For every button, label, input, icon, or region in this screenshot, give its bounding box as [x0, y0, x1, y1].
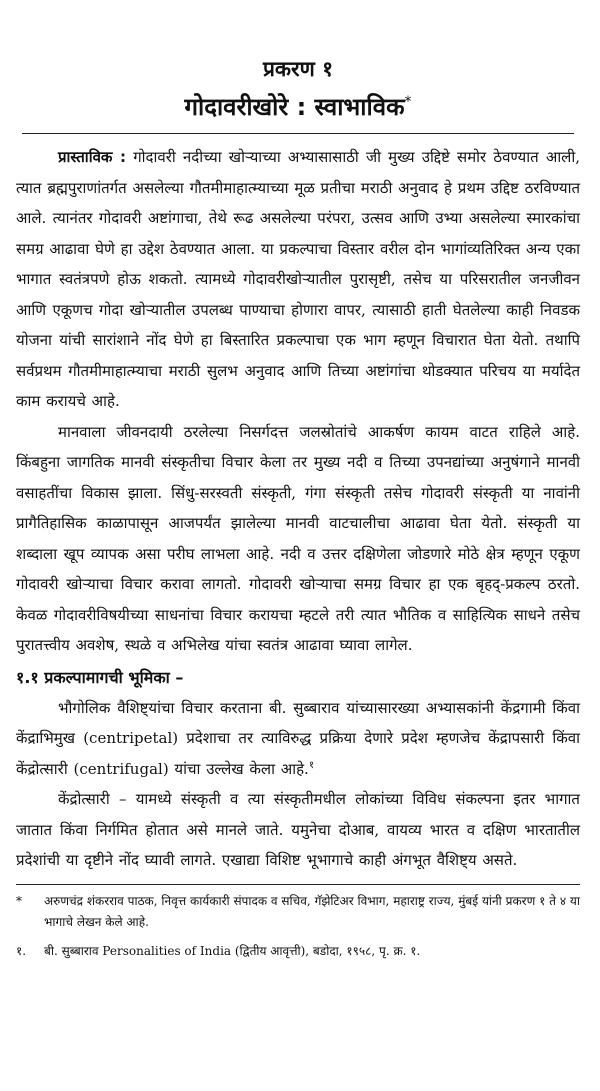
paragraph-2: मानवाला जीवनदायी ठरलेल्या निसर्गदत्त जलस्रोतांचे आकर्षण कायम वाटत राहिले आहे. किंबहुना जागतिक मानवी संस्कृतीचा विचार केला तर मुख्य नदी व तिच्या उपनद्यांच्या अनुषंगाने मानवी वसाहतींचा विकास झाला. सिंधु-सरस्वती संस्कृती, गंगा संस्कृती तसेच गोदावरी संस्कृती या नावांनी प्रागैतिहासिक काळापासून आजपर्यंत झालेल्या मानवी वाटचालीचा आढावा घेता येतो. संस्कृती या शब्दाला खूप व्यापक असा परीघ लाभला आहे. नदी व उत्तर दक्षिणेला जोडणारे मोठे क्षेत्र म्हणून एकूण गोदावरी खोऱ्याचा विचार करावा लागतो. गोदावरी खोऱ्याचा समग्र विचार हा एक बृहद्-प्रकल्प ठरतो. केवळ गोदावरीविषयीच्या साधनांचा विचार करायचा म्हटले तरी त्यात भौतिक व साहित्यिक साधने तसेच पुरातत्त्वीय अवशेष, स्थळे व अभिलेख यांचा स्वतंत्र आढावा घ्यावा लागेल. [16, 422, 580, 654]
chapter-title [16, 86, 580, 123]
footnote-2 [16, 941, 580, 962]
footnote-1 [16, 891, 580, 933]
footnote-1-text: अरुणचंद्र शंकरराव पाठक, निवृत्त कार्यकारी संपादक व सचिव, गॅझेटिअर विभाग, महाराष्ट्र राज्य, मुंबई यांनी प्रकरण १ ते ४ या भागाचे लेखन केले आहे. [44, 893, 580, 929]
chapter-title-mark: * [404, 94, 412, 110]
footnote-reference: १ [308, 759, 315, 771]
footnote-1-mark: * [16, 893, 22, 908]
section-paragraph-1 [16, 693, 580, 785]
footnote-2-text: बी. सुब्बाराव Personalities of India (द्वितीय आवृत्ती), बडोदा, १९५८, पृ. क्र. १. [44, 943, 421, 958]
title-rule [22, 133, 574, 134]
intro-paragraph-text: गोदावरी नदीच्या खोऱ्याच्या अभ्यासासाठी जी मुख्य उद्दिष्टे समोर ठेवण्यात आली, त्यात ब्रह्मपुराणांतर्गत असलेल्या गौतमीमाहात्म्याच्या मूळ प्रतीचा मराठी अनुवाद हे प्रथम उद्दिष्ट ठरविण्यात आले. त्यानंतर गोदावरी अष्टांगाचा, तेथे रूढ असलेल्या परंपरा, उत्सव आणि उभ्या असलेल्या स्मारकांचा समग्र आढावा घेणे हा उद्देश ठेवण्यात आला. या प्रकल्पाचा विस्तार वरील दोन भागांव्यतिरिक्त अन्य एका भागात स्वतंत्रपणे होऊ शकतो. त्यामध्ये गोदावरीखोऱ्यातील पुरासृष्टी, तसेच या परिसरातील जनजीवन आणि एकूणच गोदा खोऱ्यातील उपलब्ध पाण्याचा होणारा वापर, त्यासाठी हाती घेतलेल्या काही निवडक योजना यांची सारांशाने नोंद घेणे हा बिस्तारित प्रकल्पाचा एक भाग म्हणून विचारात घेता येतो. तथापि सर्वप्रथम गौतमीमाहात्म्याचा मराठी सुलभ अनुवाद आणि तिच्या अष्टांगांचा थोडक्यात परिचय या मर्यादेत काम करायचे आहे. [16, 148, 580, 410]
intro-lead: प्रास्ताविक : [58, 148, 127, 166]
intro-paragraph [16, 142, 580, 417]
footnote-2-mark: १. [16, 943, 27, 958]
section-paragraph-1-text: भौगोलिक वैशिष्ट्यांचा विचार करताना बी. सुब्बाराव यांच्यासारख्या अभ्यासकांनी केंद्रगामी किंवा केंद्राभिमुख (centripetal) प्रदेशाचा तर त्याविरुद्ध प्रक्रिया देणारे प्रदेश म्हणजेच केंद्रापसारी किंवा केंद्रोत्सारी (centrifugal) यांचा उल्लेख केला आहे. [16, 698, 580, 778]
section-paragraph-2: केंद्रोत्सारी – यामध्ये संस्कृती व त्या संस्कृतीमधील लोकांच्या विविध संकल्पना इतर भागात जातात किंवा निर्गमित होतात असे मानले जाते. यमुनेचा दोआब, वायव्य भारत व दक्षिण भारतातील प्रदेशांची या दृष्टीने नोंद घ्यावी लागते. एखाद्या विशिष्ट भूभागाचे काही अंगभूत वैशिष्ट्य असते. [16, 790, 580, 869]
chapter-title-text: गोदावरीखोरे : स्वाभाविक [184, 93, 405, 121]
section-heading: १.१ प्रकल्पामागची भूमिका – [16, 667, 184, 687]
chapter-number: प्रकरण १ [262, 57, 334, 81]
footnote-rule [16, 884, 580, 885]
